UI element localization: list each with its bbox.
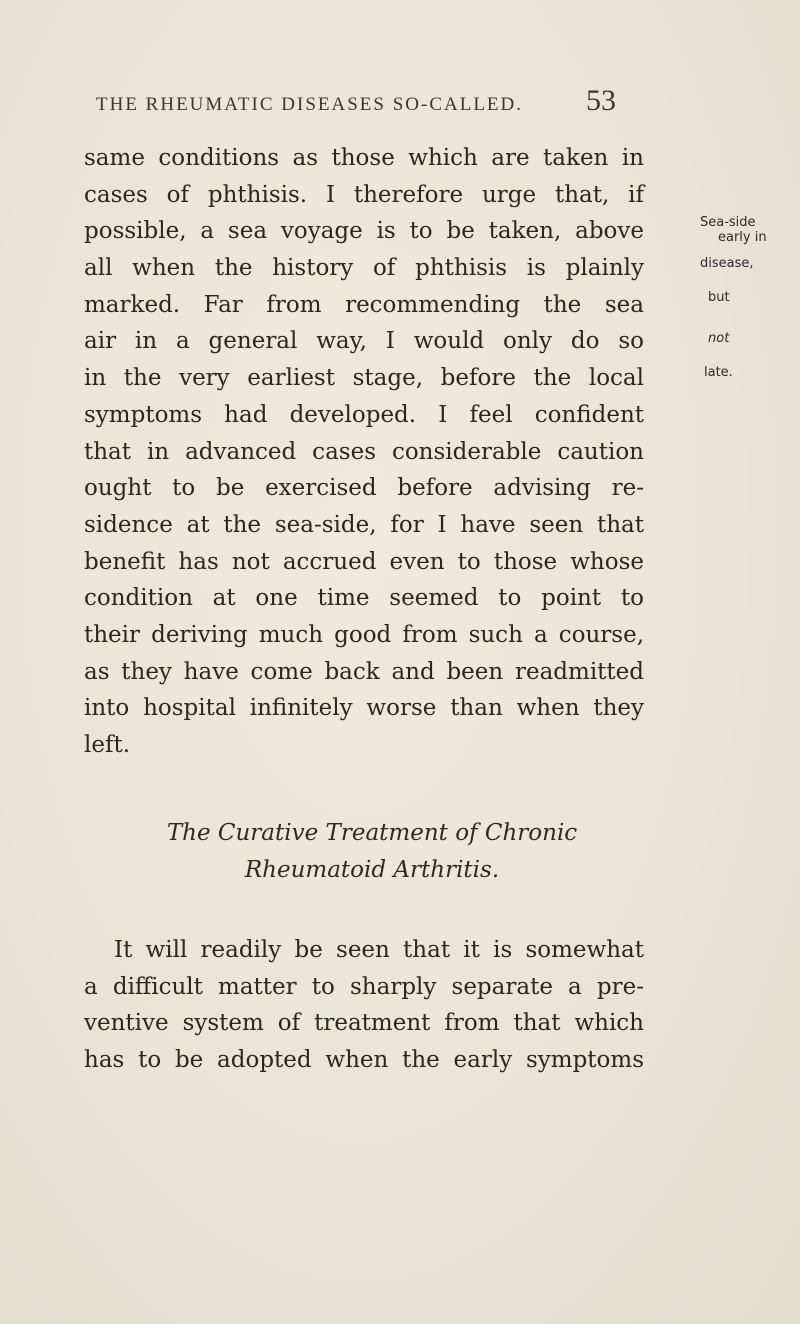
- text-line: ought to be exercised before advising re-: [84, 475, 644, 502]
- section-heading-line-1: The Curative Treatment of Chronic: [166, 820, 578, 846]
- paragraph-1: [84, 140, 644, 764]
- text-line: in the very earliest stage, before the local: [84, 365, 644, 392]
- text-line: symptoms had developed. I feel confident: [84, 401, 644, 428]
- section-heading-line-2: Rheumatoid Arthritis.: [244, 857, 500, 883]
- text-line: that in advanced cases considerable caution: [84, 438, 644, 465]
- margin-note-line: Sea-side: [700, 215, 756, 230]
- text-line: same conditions as those which are taken in: [84, 145, 644, 171]
- text-line: air in a general way, I would only do so: [84, 328, 644, 355]
- text-line: into hospital infinitely worse than when they: [84, 695, 644, 722]
- margin-note-line: late.: [704, 365, 733, 380]
- running-head: [96, 84, 616, 124]
- text-line: all when the history of phthisis is plainly: [84, 255, 644, 282]
- text-line: benefit has not accrued even to those whose: [84, 548, 644, 575]
- text-line: marked. Far from recommending the sea: [84, 291, 644, 318]
- text-line: possible, a sea voyage is to be taken, above: [84, 218, 644, 245]
- paragraph-2: [84, 932, 644, 1079]
- text-line: as they have come back and been readmitted: [84, 658, 644, 685]
- running-title: THE RHEUMATIC DISEASES SO-CALLED.: [96, 94, 523, 115]
- margin-note-line: disease,: [700, 256, 754, 271]
- text-line: condition at one time seemed to point to: [84, 585, 644, 612]
- text-line: left.: [84, 732, 131, 758]
- text-line: cases of phthisis. I therefore urge that, if: [84, 181, 644, 208]
- text-line: sidence at the sea-side, for I have seen that: [84, 511, 644, 538]
- margin-note-line: not: [708, 331, 730, 346]
- text-line: a difficult matter to sharply separate a pre-: [84, 973, 644, 1000]
- text-line: has to be adopted when the early symptoms: [84, 1047, 644, 1074]
- margin-note-line: early in: [718, 230, 767, 245]
- text-line: ventive system of treatment from that which: [84, 1010, 644, 1037]
- margin-note-line: but: [708, 290, 730, 305]
- page-number: 53: [586, 84, 616, 117]
- text-line: It will readily be seen that it is somewhat: [114, 937, 644, 963]
- text-line: their deriving much good from such a course,: [84, 621, 644, 648]
